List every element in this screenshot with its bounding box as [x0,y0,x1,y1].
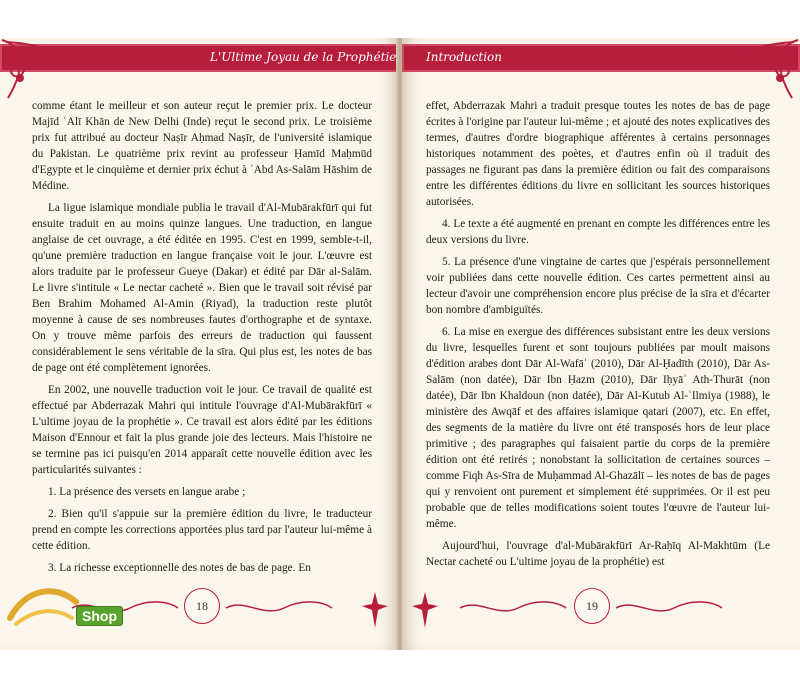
paragraph: effet, Abderrazak Mahri a traduit presque toutes les notes de bas de page écrites à l'origine par l'auteur lui-même ; et ajouté des notes explicatives des termes, d'autres d'ordre biographique afférentes à certains personnages historiques notamment des poètes, et d'autres enfin où il traduit des passages ne figurant pas dans la première édition ou fait des comparaisons entre les différentes éditions du livre en sollicitant les sources historiques autorisées. [426,100,770,208]
paragraph: La ligue islamique mondiale publia le travail d'Al-Mubārakfūrī qui fut ensuite traduit en au moins quinze langues. Une traduction, en langue anglaise de cet ouvrage, a été éditée en 1995. C'est en 1999, semble-t-il, qu'une première traduction en langue française voit le jour. L'œuvre est alors traduite par le professeur Gueye (Dakar) et édité par Dār al-Salām. Le livre s'intitule « Le nectar cacheté ». Bien que le travail soit révisé par Ben Brahim Mohamed Al-Amin (Riyad), la traduction reste plutôt moyenne à cause de ses nombreuses fautes d'orthographe et de syntaxe. On y trouve même parfois des erreurs de traduction qui faussent considérablement le sens véritable de la sīra. Qui plus est, les notes de bas de page ont été complètement ignorées. [32,202,372,374]
paragraph: comme étant le meilleur et son auteur reçut le premier prix. Le docteur Majīd ʿAlī Khān de New Delhi (Inde) reçut le second prix. Le troisième prix fut attribué au docteur Naṣīr Aḥmad Naṣīr, de l'université islamique du Pakistan. Le quatrième prix revint au professeur Ḥamīd Maḥmūd d'Egypte et le cinquième et dernier prix échut à ʿAbd As-Salām Hāshim de Médine. [32,100,372,192]
right-footer-swirl [458,598,568,618]
left-header-title: L'Ultime Joyau de la Prophétie [210,50,397,64]
right-body-text [426,98,770,576]
paragraph: Aujourd'hui, l'ouvrage d'al-Mubārakfūrī Ar-Raḥīq Al-Makhtūm (Le Nectar cacheté ou L'ultime joyau de la prophétie) est [426,540,770,568]
paragraph: En 2002, une nouvelle traduction voit le jour. Ce travail de qualité est effectué par Abderrazak Mahri qui intitule l'ouvrage d'Al-Mubārakfūrī « L'ultime joyau de la prophétie ». Ce travail est alors édité par les éditions Maison d'Ennour et fait la plus grande joie des lecteurs. Mais l'histoire ne se termine pas ici puisqu'en 2014 apparaît cette nouvelle édition avec les particularités suivantes : [32,384,372,476]
paragraph: 6. La mise en exergue des différences subsistant entre les deux versions du livre, lesquelles furent et sont toujours publiées par moult maisons d'édition arabes dont Dār Al-Wafāʾ (2010), Dār Al-Ḥadīth (2010), Dār As-Salām (non datée), Dār Ibn Ḥazm (2010), Dār Iḥyāʾ Ath-Thurāt (non datée), Dār Ibn Khaldoun (non datée), Dār Al-Kutub Al-ʿIlmiya (1988), le ministère des Awqāf et des affaires islamique qatari (2007), etc. En effet, des segments de la matière du livre ont été transposés hors de leur place primitive ; des paragraphes qui faisaient partie du corps de la première édition ont été retirés ; nonobstant la sollicitation de certaines sources – comme Fiqh As-Sīra de Muḥammad Al-Ghazālī – les notes de bas de pages qui y renvoient ont purement et simplement été supprimées. Or il est peu probable que de telles modifications soient toutes l'œuvre de l'auteur lui-même. [426,326,770,530]
left-page-number: 18 [184,588,220,624]
paragraph: 3. La richesse exceptionnelle des notes de bas de page. En [48,562,311,574]
shop-logo-text: Shop [76,606,123,626]
left-body-text [32,98,372,582]
paragraph: 1. La présence des versets en langue arabe ; [48,486,246,498]
paragraph: 5. La présence d'une vingtaine de cartes que j'espérais personnellement voir publiées dans cette nouvelle édition. Ces cartes permettent ainsi au lecteur d'avoir une compréhension encore plus précise de la sīra et d'écarter bon nombre d'ambiguïtés. [426,256,770,316]
right-page-number: 19 [574,588,610,624]
left-page [0,38,398,650]
right-fleur-icon [410,590,440,630]
open-book [0,38,800,650]
right-page [402,38,800,650]
left-fleur-icon [360,590,390,630]
paragraph: 4. Le texte a été augmenté en prenant en compte les différences entre les deux versions du livre. [426,218,770,246]
paragraph: 2. Bien qu'il s'appuie sur la première édition du livre, le traducteur prend en compte les corrections apportées plus tard par l'auteur lui-même à cette édition. [32,508,372,552]
right-footer-swirl-right [614,598,724,618]
right-header-title: Introduction [426,50,502,64]
left-footer-swirl-right [224,598,334,618]
